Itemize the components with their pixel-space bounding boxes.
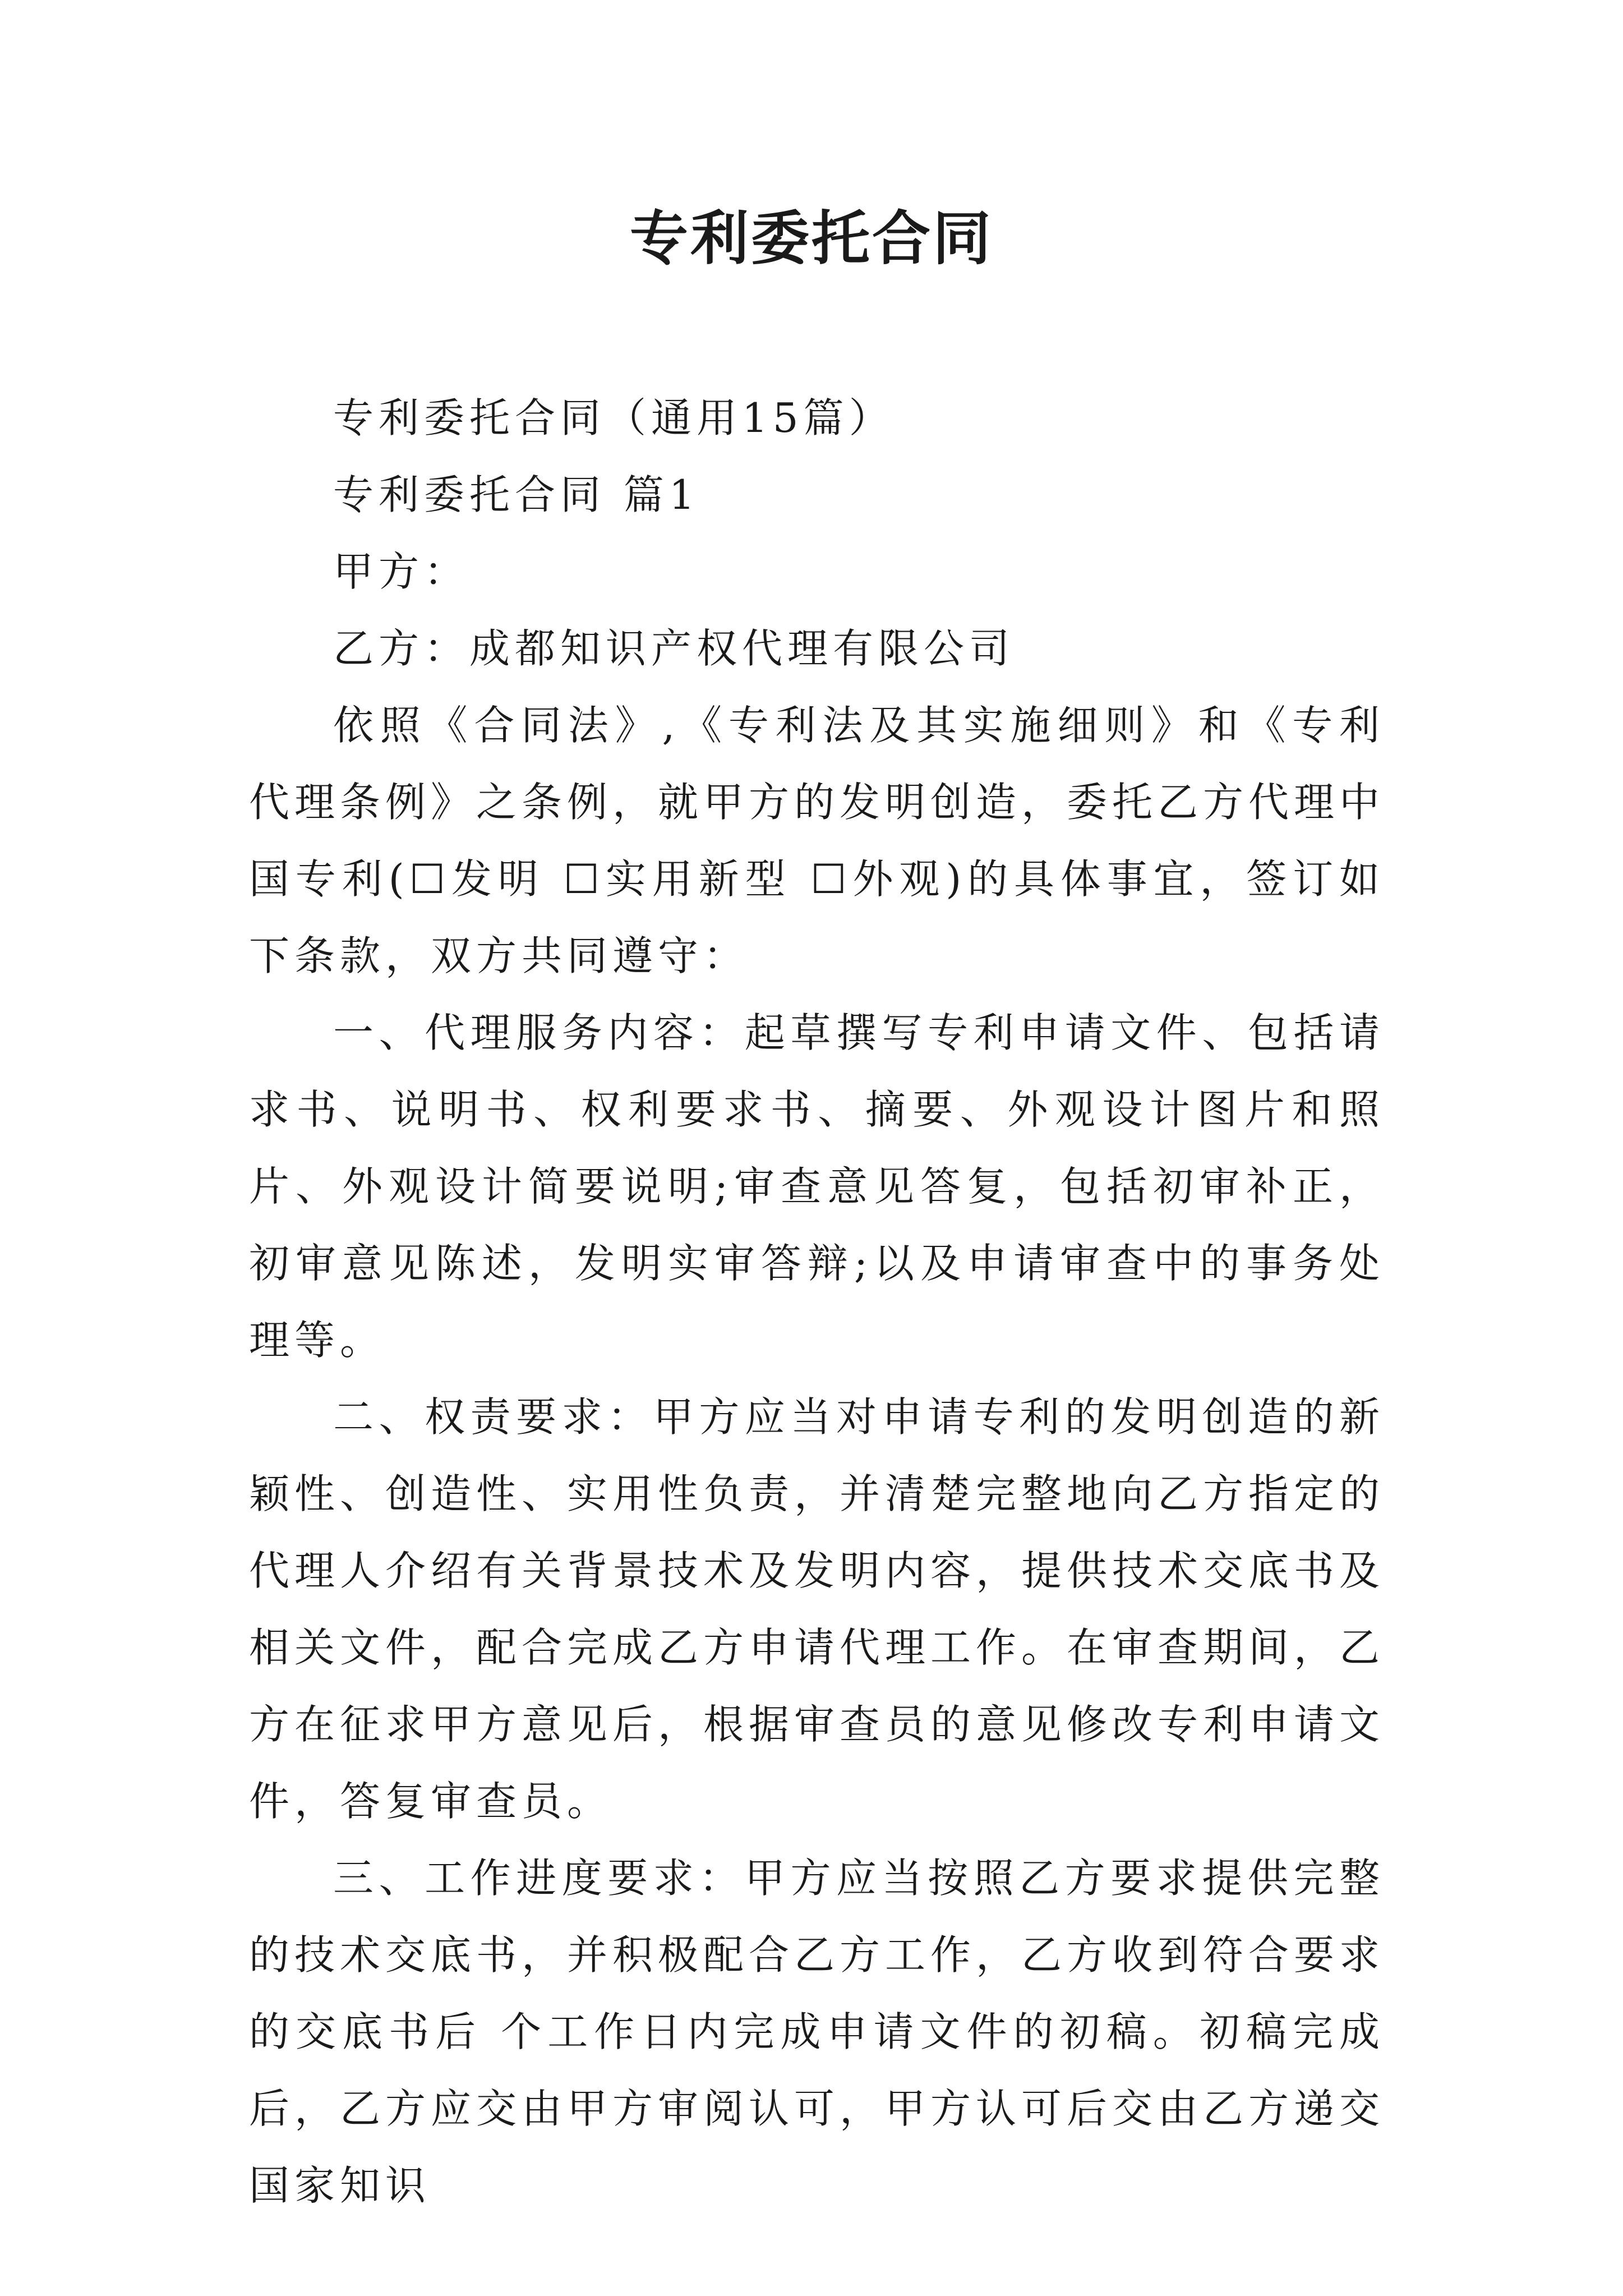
preamble-paragraph: 依照《合同法》,《专利法及其实施细则》和《专利代理条例》之条例，就甲方的发明创造，委托乙方代理中国专利(☐发明 ☐实用新型 ☐外观)的具体事宜，签订如下条款，双方共同遵守： [249,702,1385,979]
document-body [249,380,1385,2224]
clause-rights-responsibilities: 二、权责要求：甲方应当对申请专利的发明创造的新颖性、创造性、实用性负责，并清楚完整地向乙方指定的代理人介绍有关背景技术及发明内容，提供技术交底书及相关文件，配合完成乙方申请代理工作。在审查期间，乙方在征求甲方意见后，根据审查员的意见修改专利申请文件，答复审查员。 [249,1393,1385,1825]
document-title: 专利委托合同 [629,204,993,273]
party-a-line: 甲方： [333,548,470,595]
clause-work-schedule: 三、工作进度要求：甲方应当按照乙方要求提供完整的技术交底书，并积极配合乙方工作，乙方收到符合要求的交底书后 个工作日内完成申请文件的初稿。初稿完成后，乙方应交由甲方审阅认可，甲方认可后交由乙方递交国家知识 [249,1855,1385,2209]
section-heading: 专利委托合同 篇1 [333,471,700,518]
clause-service-content: 一、代理服务内容：起草撰写专利申请文件、包括请求书、说明书、权利要求书、摘要、外观设计图片和照片、外观设计简要说明;审查意见答复，包括初审补正，初审意见陈述，发明实审答辩;以及申请审查中的事务处理等。 [249,1009,1385,1364]
subtitle-paragraph: 专利委托合同（通用15篇） [333,394,895,441]
party-b-line: 乙方：成都知识产权代理有限公司 [333,625,1015,672]
